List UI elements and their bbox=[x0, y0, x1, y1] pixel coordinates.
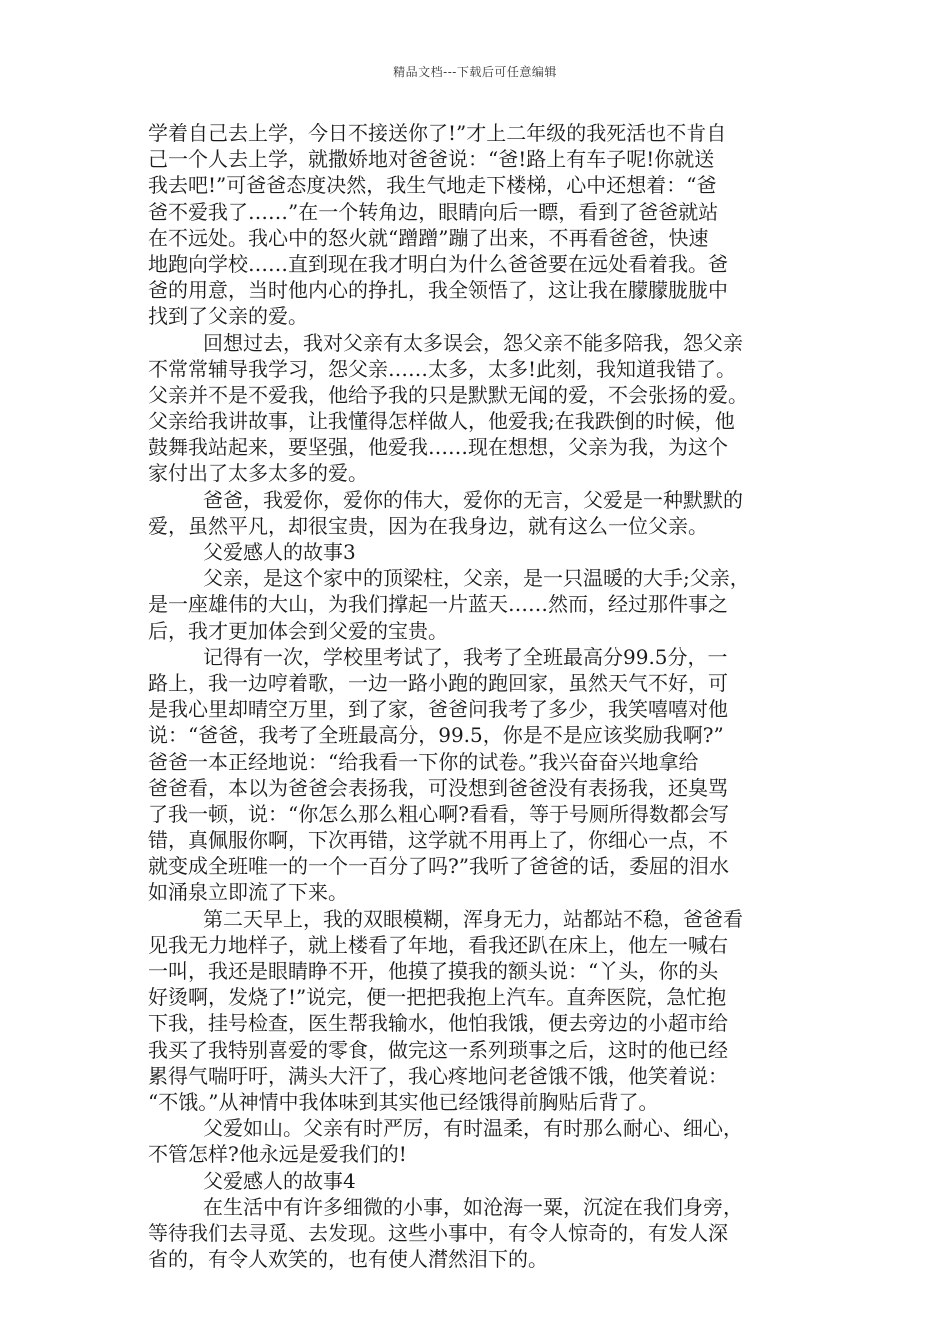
text-line: 鼓舞我站起来，要坚强，他爱我……现在想想，父亲为我，为这个 bbox=[148, 435, 728, 460]
text-line: 路上，我一边哼着歌，一边一路小跑的跑回家，虽然天气不好，可 bbox=[148, 670, 728, 695]
text-line: 己一个人去上学，就撒娇地对爸爸说：“爸!路上有车子呢!你就送 bbox=[148, 147, 715, 172]
text-line: 爸爸，我爱你，爱你的伟大，爱你的无言，父爱是一种默默的 bbox=[203, 487, 743, 512]
text-line: 如涌泉立即流了下来。 bbox=[148, 880, 348, 905]
text-line: 是我心里却晴空万里，到了家，爸爸问我考了多少，我笑嘻嘻对他 bbox=[148, 697, 728, 722]
text-line: 爸的用意，当时他内心的挣扎，我全领悟了，这让我在朦朦胧胧中 bbox=[148, 278, 728, 303]
text-line: 下我，挂号检查，医生帮我输水，他怕我饿，便去旁边的小超市给 bbox=[148, 1011, 728, 1036]
text-line: 父亲并不是不爱我，他给予我的只是默默无闻的爱，不会张扬的爱。 bbox=[148, 382, 748, 407]
text-line: 找到了父亲的爱。 bbox=[148, 304, 308, 329]
text-line: 省的，有令人欢笑的，也有使人潸然泪下的。 bbox=[148, 1247, 548, 1272]
text-line: 父爱如山。父亲有时严厉，有时温柔，有时那么耐心、细心， bbox=[203, 1116, 743, 1141]
text-line: 好烫啊，发烧了!”说完，便一把把我抱上汽车。直奔医院，急忙抱 bbox=[148, 985, 727, 1010]
page-header: 精品文档---下载后可任意编辑 bbox=[393, 65, 557, 79]
text-line: 第二天早上，我的双眼模糊，浑身无力，站都站不稳，爸爸看 bbox=[203, 906, 743, 931]
text-line: 了我一顿，说：“你怎么那么粗心啊?看看，等于号厕所得数都会写 bbox=[148, 801, 729, 826]
text-line: 是一座雄伟的大山，为我们撑起一片蓝天……然而，经过那件事之 bbox=[148, 592, 728, 617]
text-line: 爸爸看，本以为爸爸会表扬我，可没想到爸爸没有表扬我，还臭骂 bbox=[148, 775, 728, 800]
text-line: 累得气喘吁吁，满头大汗了，我心疼地问老爸饿不饿，他笑着说： bbox=[148, 1063, 728, 1088]
text-line: 错，真佩服你啊，下次再错，这学就不用再上了，你细心一点，不 bbox=[148, 828, 728, 853]
text-line: 不常常辅导我学习，怨父亲……太多，太多!此刻，我知道我错了。 bbox=[148, 356, 737, 381]
text-line: 我买了我特别喜爱的零食，做完这一系列琐事之后，这时的他已经 bbox=[148, 1037, 728, 1062]
text-line: 记得有一次，学校里考试了，我考了全班最高分99.5分，一 bbox=[203, 644, 728, 669]
text-line: 爱，虽然平凡，却很宝贵，因为在我身边，就有这么一位父亲。 bbox=[148, 513, 708, 538]
text-line: 父亲给我讲故事，让我懂得怎样做人，他爱我;在我跌倒的时候，他 bbox=[148, 409, 735, 434]
text-line: 就变成全班唯一的一个一百分了吗?”我听了爸爸的话，委屈的泪水 bbox=[148, 854, 729, 879]
text-line: 不管怎样?他永远是爱我们的! bbox=[148, 1142, 407, 1167]
text-line: 家付出了太多太多的爱。 bbox=[148, 461, 368, 486]
text-line: 说：“爸爸，我考了全班最高分，99.5，你是不是应该奖励我啊?” bbox=[148, 723, 724, 748]
text-line: 等待我们去寻觅、去发现。这些小事中，有令人惊奇的，有发人深 bbox=[148, 1220, 728, 1245]
text-line: 在生活中有许多细微的小事，如沧海一粟，沉淀在我们身旁， bbox=[203, 1194, 743, 1219]
text-line: 在不远处。我心中的怒火就“蹭蹭”蹦了出来，不再看爸爸，快速 bbox=[148, 225, 709, 250]
text-line: 爸不爱我了……”在一个转角边，眼睛向后一瞟，看到了爸爸就站 bbox=[148, 199, 719, 224]
text-line: “不饿。”从神情中我体味到其实他已经饿得前胸贴后背了。 bbox=[148, 1089, 659, 1114]
text-line: 回想过去，我对父亲有太多误会，怨父亲不能多陪我，怨父亲 bbox=[203, 330, 743, 355]
text-line: 学着自己去上学，今日不接送你了!”才上二年级的我死活也不肯自 bbox=[148, 121, 727, 145]
text-line: 父爱感人的故事3 bbox=[203, 540, 356, 564]
text-line: 一叫，我还是眼睛睁不开，他摸了摸我的额头说：“丫头，你的头 bbox=[148, 959, 719, 983]
document-body bbox=[148, 120, 814, 1272]
text-line: 爸爸一本正经地说：“给我看一下你的试卷。”我兴奋奋兴地拿给 bbox=[148, 749, 699, 774]
text-line: 父亲，是这个家中的顶梁柱，父亲，是一只温暖的大手;父亲， bbox=[203, 566, 750, 591]
text-line: 父爱感人的故事4 bbox=[203, 1168, 356, 1193]
text-line: 地跑向学校……直到现在我才明白为什么爸爸要在远处看着我。爸 bbox=[148, 251, 728, 276]
text-line: 见我无力地样子，就上楼看了年地，看我还趴在床上，他左一喊右 bbox=[148, 932, 728, 957]
text-line: 后，我才更加体会到父爱的宝贵。 bbox=[148, 618, 448, 643]
text-line: 我去吧!”可爸爸态度决然，我生气地走下楼梯，心中还想着：“爸 bbox=[148, 173, 717, 198]
